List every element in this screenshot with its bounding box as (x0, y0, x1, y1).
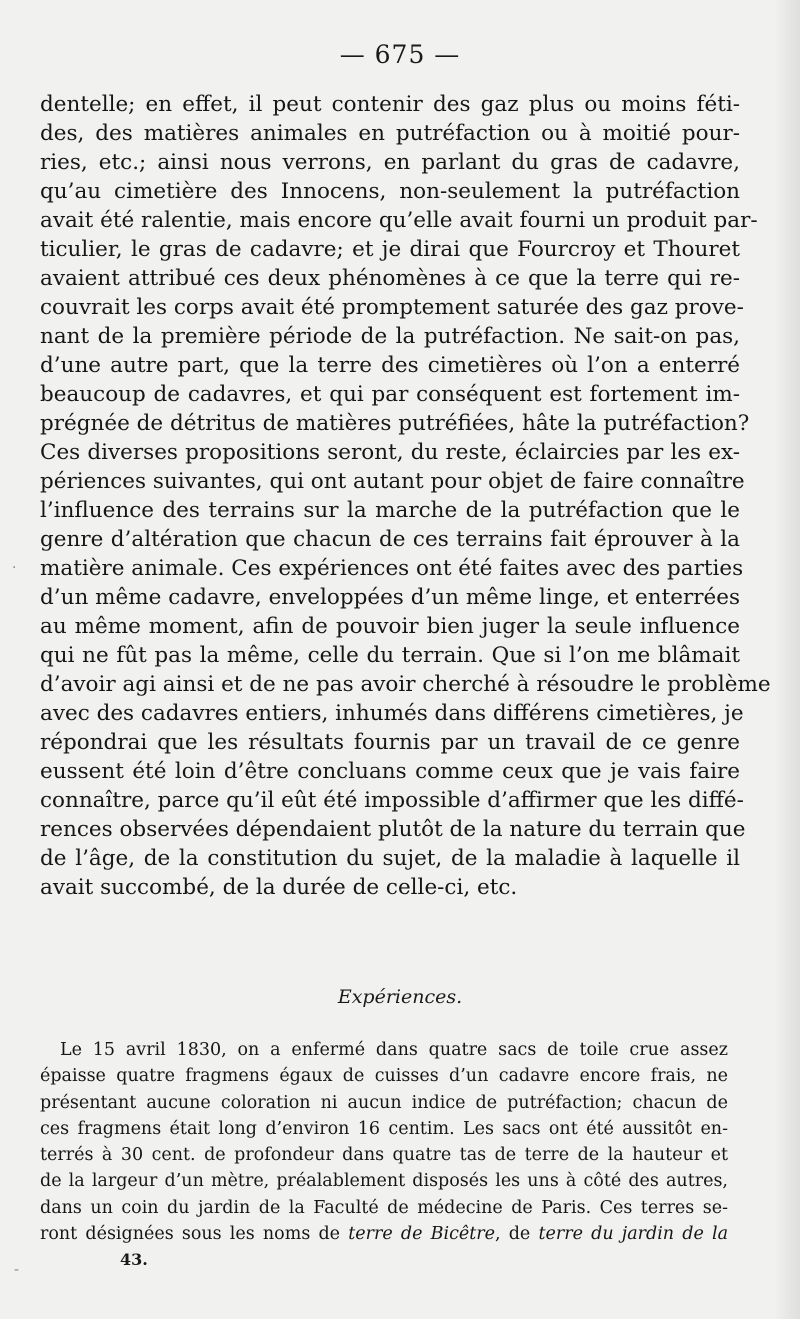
signature-mark: 43. (120, 1250, 148, 1269)
text-fragment: , de (494, 1224, 539, 1245)
text-line: dentelle; en effet, il peut contenir des gaz plus ou moins féti- (40, 92, 740, 117)
text-line: d’un même cadavre, enveloppées d’un même linge, et enterrées (40, 585, 740, 610)
text-fragment: ront désignées sous les noms de (40, 1224, 349, 1245)
text-line: des, des matières animales en putréfaction ou à moitié pour- (40, 121, 740, 146)
text-line: de l’âge, de la constitution du sujet, de la maladie à laquelle il (40, 846, 740, 871)
small-text-line: Le 15 avril 1830, on a enfermé dans quatre sacs de toile crue assez (60, 1040, 728, 1060)
text-line: eussent été loin d’être concluans comme ceux que je vais faire (40, 759, 740, 784)
text-line: avec des cadavres entiers, inhumés dans différens cimetières, je (40, 701, 744, 726)
italic-term: terre du jardin de la (538, 1224, 729, 1245)
page-number: — 675 — (339, 40, 461, 69)
small-text-line: ces fragmens était long d’environ 16 centim. Les sacs ont été aussitôt en- (40, 1118, 728, 1139)
small-text-line: de la largeur d’un mètre, préalablement disposés les uns à côté des autres, (40, 1171, 728, 1192)
text-line: matière animale. Ces expériences ont été faites avec des parties (40, 556, 744, 581)
experiment-paragraph (40, 1037, 728, 1247)
text-line: genre d’altération que chacun de ces terrains fait éprouver à la (40, 527, 740, 552)
text-line: répondrai que les résultats fournis par un travail de ce genre (40, 730, 740, 755)
italic-term: terre de Bicêtre (348, 1224, 495, 1245)
text-line: ticulier, le gras de cadavre; et je dirai que Fourcroy et Thouret (40, 237, 740, 262)
section-heading: Expériences. (337, 986, 463, 1008)
paper-speck: - (14, 1262, 20, 1278)
small-text-line: présentant aucune coloration ni aucun indice de putréfaction; chacun de (40, 1092, 728, 1113)
text-line: l’influence des terrains sur la marche de la putréfaction que le (40, 498, 740, 523)
small-text-line: terrés à 30 cent. de profondeur dans quatre tas de terre de la hauteur et (40, 1145, 728, 1166)
text-line: couvrait les corps avait été promptement saturée des gaz prove- (40, 295, 744, 320)
text-line: prégnée de détritus de matières putréfiées, hâte la putréfaction? (40, 411, 750, 436)
main-paragraph (40, 90, 771, 902)
text-line: avait été ralentie, mais encore qu’elle avait fourni un produit par- (40, 208, 758, 233)
small-text-line: dans un coin du jardin de la Faculté de médecine de Paris. Ces terres se- (40, 1197, 728, 1218)
text-line: qu’au cimetière des Innocens, non-seulement la putréfaction (40, 179, 740, 204)
text-line: beaucoup de cadavres, et qui par conséquent est fortement im- (40, 382, 740, 407)
text-line: Ces diverses propositions seront, du reste, éclaircies par les ex- (40, 440, 740, 465)
text-line: au même moment, afin de pouvoir bien juger la seule influence (40, 614, 740, 639)
text-line: nant de la première période de la putréfaction. Ne sait-on pas, (40, 324, 740, 349)
paper-speck: · (12, 560, 17, 576)
text-line: qui ne fût pas la même, celle du terrain. Que si l’on me blâmait (40, 643, 740, 668)
small-text-line (40, 1221, 728, 1247)
page-edge-shadow (774, 0, 800, 1319)
text-line: périences suivantes, qui ont autant pour objet de faire connaître (40, 469, 745, 494)
text-line: avaient attribué ces deux phénomènes à ce que la terre qui re- (40, 266, 740, 291)
text-line: ries, etc.; ainsi nous verrons, en parlant du gras de cadavre, (40, 150, 740, 175)
text-line: connaître, parce qu’il eût été impossible d’affirmer que les diffé- (40, 788, 744, 813)
text-line: d’une autre part, que la terre des cimetières où l’on a enterré (40, 353, 740, 378)
text-line: avait succombé, de la durée de celle-ci, etc. (40, 875, 518, 900)
text-line: rences observées dépendaient plutôt de la nature du terrain que (40, 817, 746, 842)
text-line: d’avoir agi ainsi et de ne pas avoir cherché à résoudre le problème (40, 672, 771, 697)
small-text-line: épaisse quatre fragmens égaux de cuisses d’un cadavre encore frais, ne (40, 1066, 728, 1087)
